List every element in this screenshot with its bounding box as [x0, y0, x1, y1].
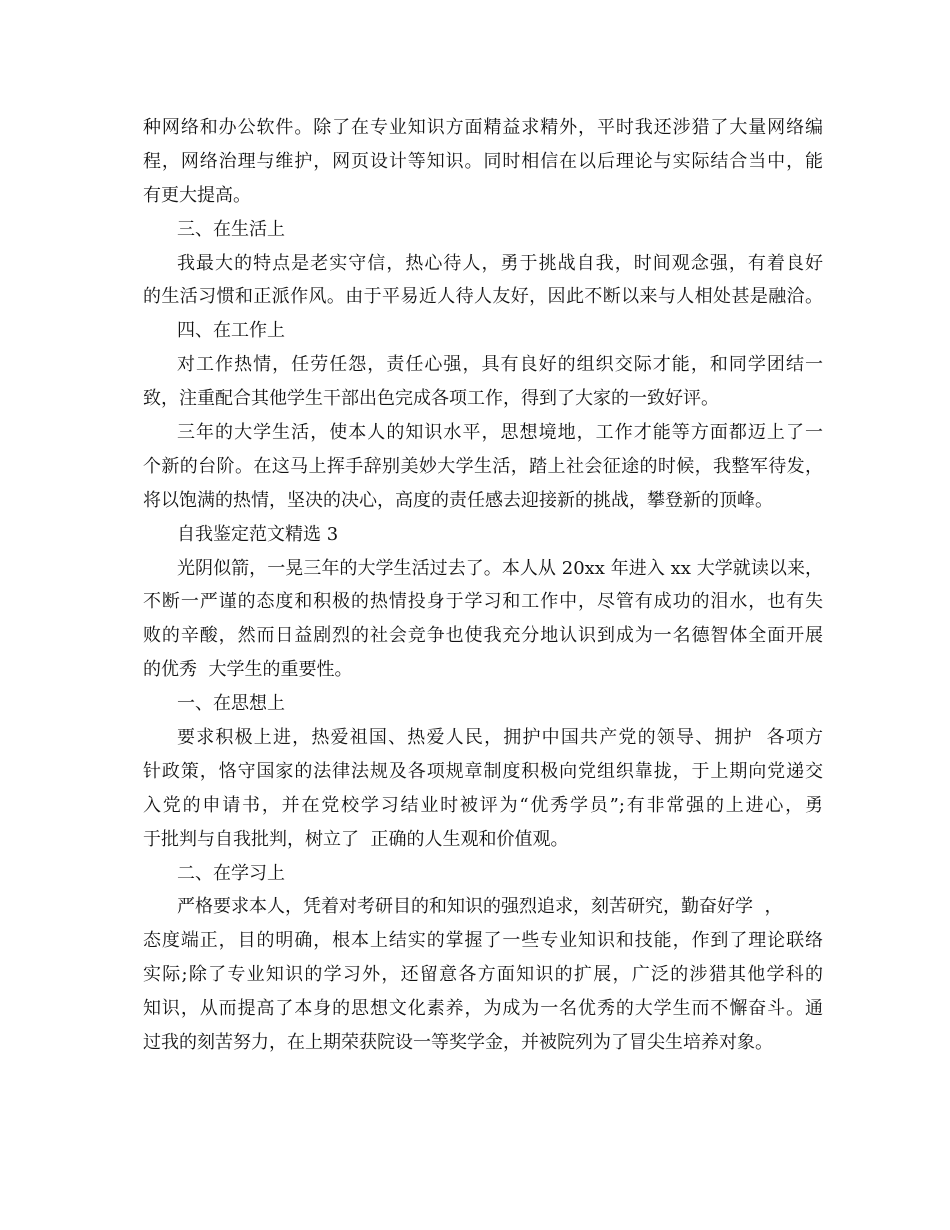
section-heading: 四、在工作上 [177, 320, 285, 342]
section-title: 自我鉴定范文精选 3 [177, 523, 339, 545]
text-line: 致，注重配合其他学生干部出色完成各项工作，得到了大家的一致好评。 [143, 388, 719, 410]
text-line: 要求积极上进，热爱祖国、热爱人民，拥护中国共产党的领导、拥护 各项方 [177, 727, 823, 749]
text-line: 将以饱满的热情，坚决的决心，高度的责任感去迎接新的挑战，攀登新的顶峰。 [143, 489, 773, 511]
text-line: 我最大的特点是老实守信，热心待人，勇于挑战自我，时间观念强，有着良好 [177, 252, 823, 274]
text-line: 种网络和办公软件。除了在专业知识方面精益求精外，平时我还涉猎了大量网络编 [143, 117, 823, 138]
section-heading: 三、在生活上 [177, 218, 285, 240]
text-line: 过我的刻苦努力，在上期荣获院设一等奖学金，并被院列为了冒尖生培养对象。 [143, 1032, 773, 1054]
text-line: 光阴似箭，一晃三年的大学生活过去了。本人从 20xx 年进入 xx 大学就读以来， [177, 557, 823, 579]
text-line: 于批判与自我批判，树立了 正确的人生观和价值观。 [143, 828, 569, 850]
text-line: 三年的大学生活，使本人的知识水平，思想境地，工作才能等方面都迈上了一 [177, 422, 823, 444]
text-line: 严格要求本人，凭着对考研目的和知识的强烈追求，刻苦研究，勤奋好学 ， [177, 896, 783, 918]
text-line: 对工作热情，任劳任怨，责任心强，具有良好的组织交际才能，和同学团结一 [177, 354, 823, 376]
document-page [143, 111, 823, 1060]
text-line: 的生活习惯和正派作风。由于平易近人待人友好，因此不断以来与人相处甚是融洽。 [143, 286, 823, 308]
text-line: 实际;除了专业知识的学习外，还留意各方面知识的扩展，广泛的涉猎其他学科的 [143, 964, 823, 986]
text-line: 的优秀 大学生的重要性。 [143, 659, 353, 681]
text-line: 个新的台阶。在这马上挥手辞别美妙大学生活，踏上社会征途的时候，我整军待发， [143, 455, 823, 477]
text-line: 有更大提高。 [143, 184, 251, 206]
text-line: 败的辛酸，然而日益剧烈的社会竞争也使我充分地认识到成为一名德智体全面开展 [143, 625, 823, 647]
text-line: 入党的申请书，并在党校学习结业时被评为“优秀学员”;有非常强的上进心，勇 [143, 794, 823, 816]
text-line: 知识，从而提高了本身的思想文化素养，为成为一名优秀的大学生而不懈奋斗。通 [143, 998, 823, 1020]
text-line: 态度端正，目的明确，根本上结实的掌握了一些专业知识和技能，作到了理论联络 [143, 930, 823, 952]
section-heading: 一、在思想上 [177, 693, 285, 715]
section-heading: 二、在学习上 [177, 862, 285, 884]
text-line: 程，网络治理与维护，网页设计等知识。同时相信在以后理论与实际结合当中，能 [143, 150, 823, 172]
text-line: 不断一严谨的态度和积极的热情投身于学习和工作中，尽管有成功的泪水，也有失 [143, 591, 823, 613]
text-line: 针政策，恪守国家的法律法规及各项规章制度积极向党组织靠拢，于上期向党递交 [143, 760, 823, 782]
